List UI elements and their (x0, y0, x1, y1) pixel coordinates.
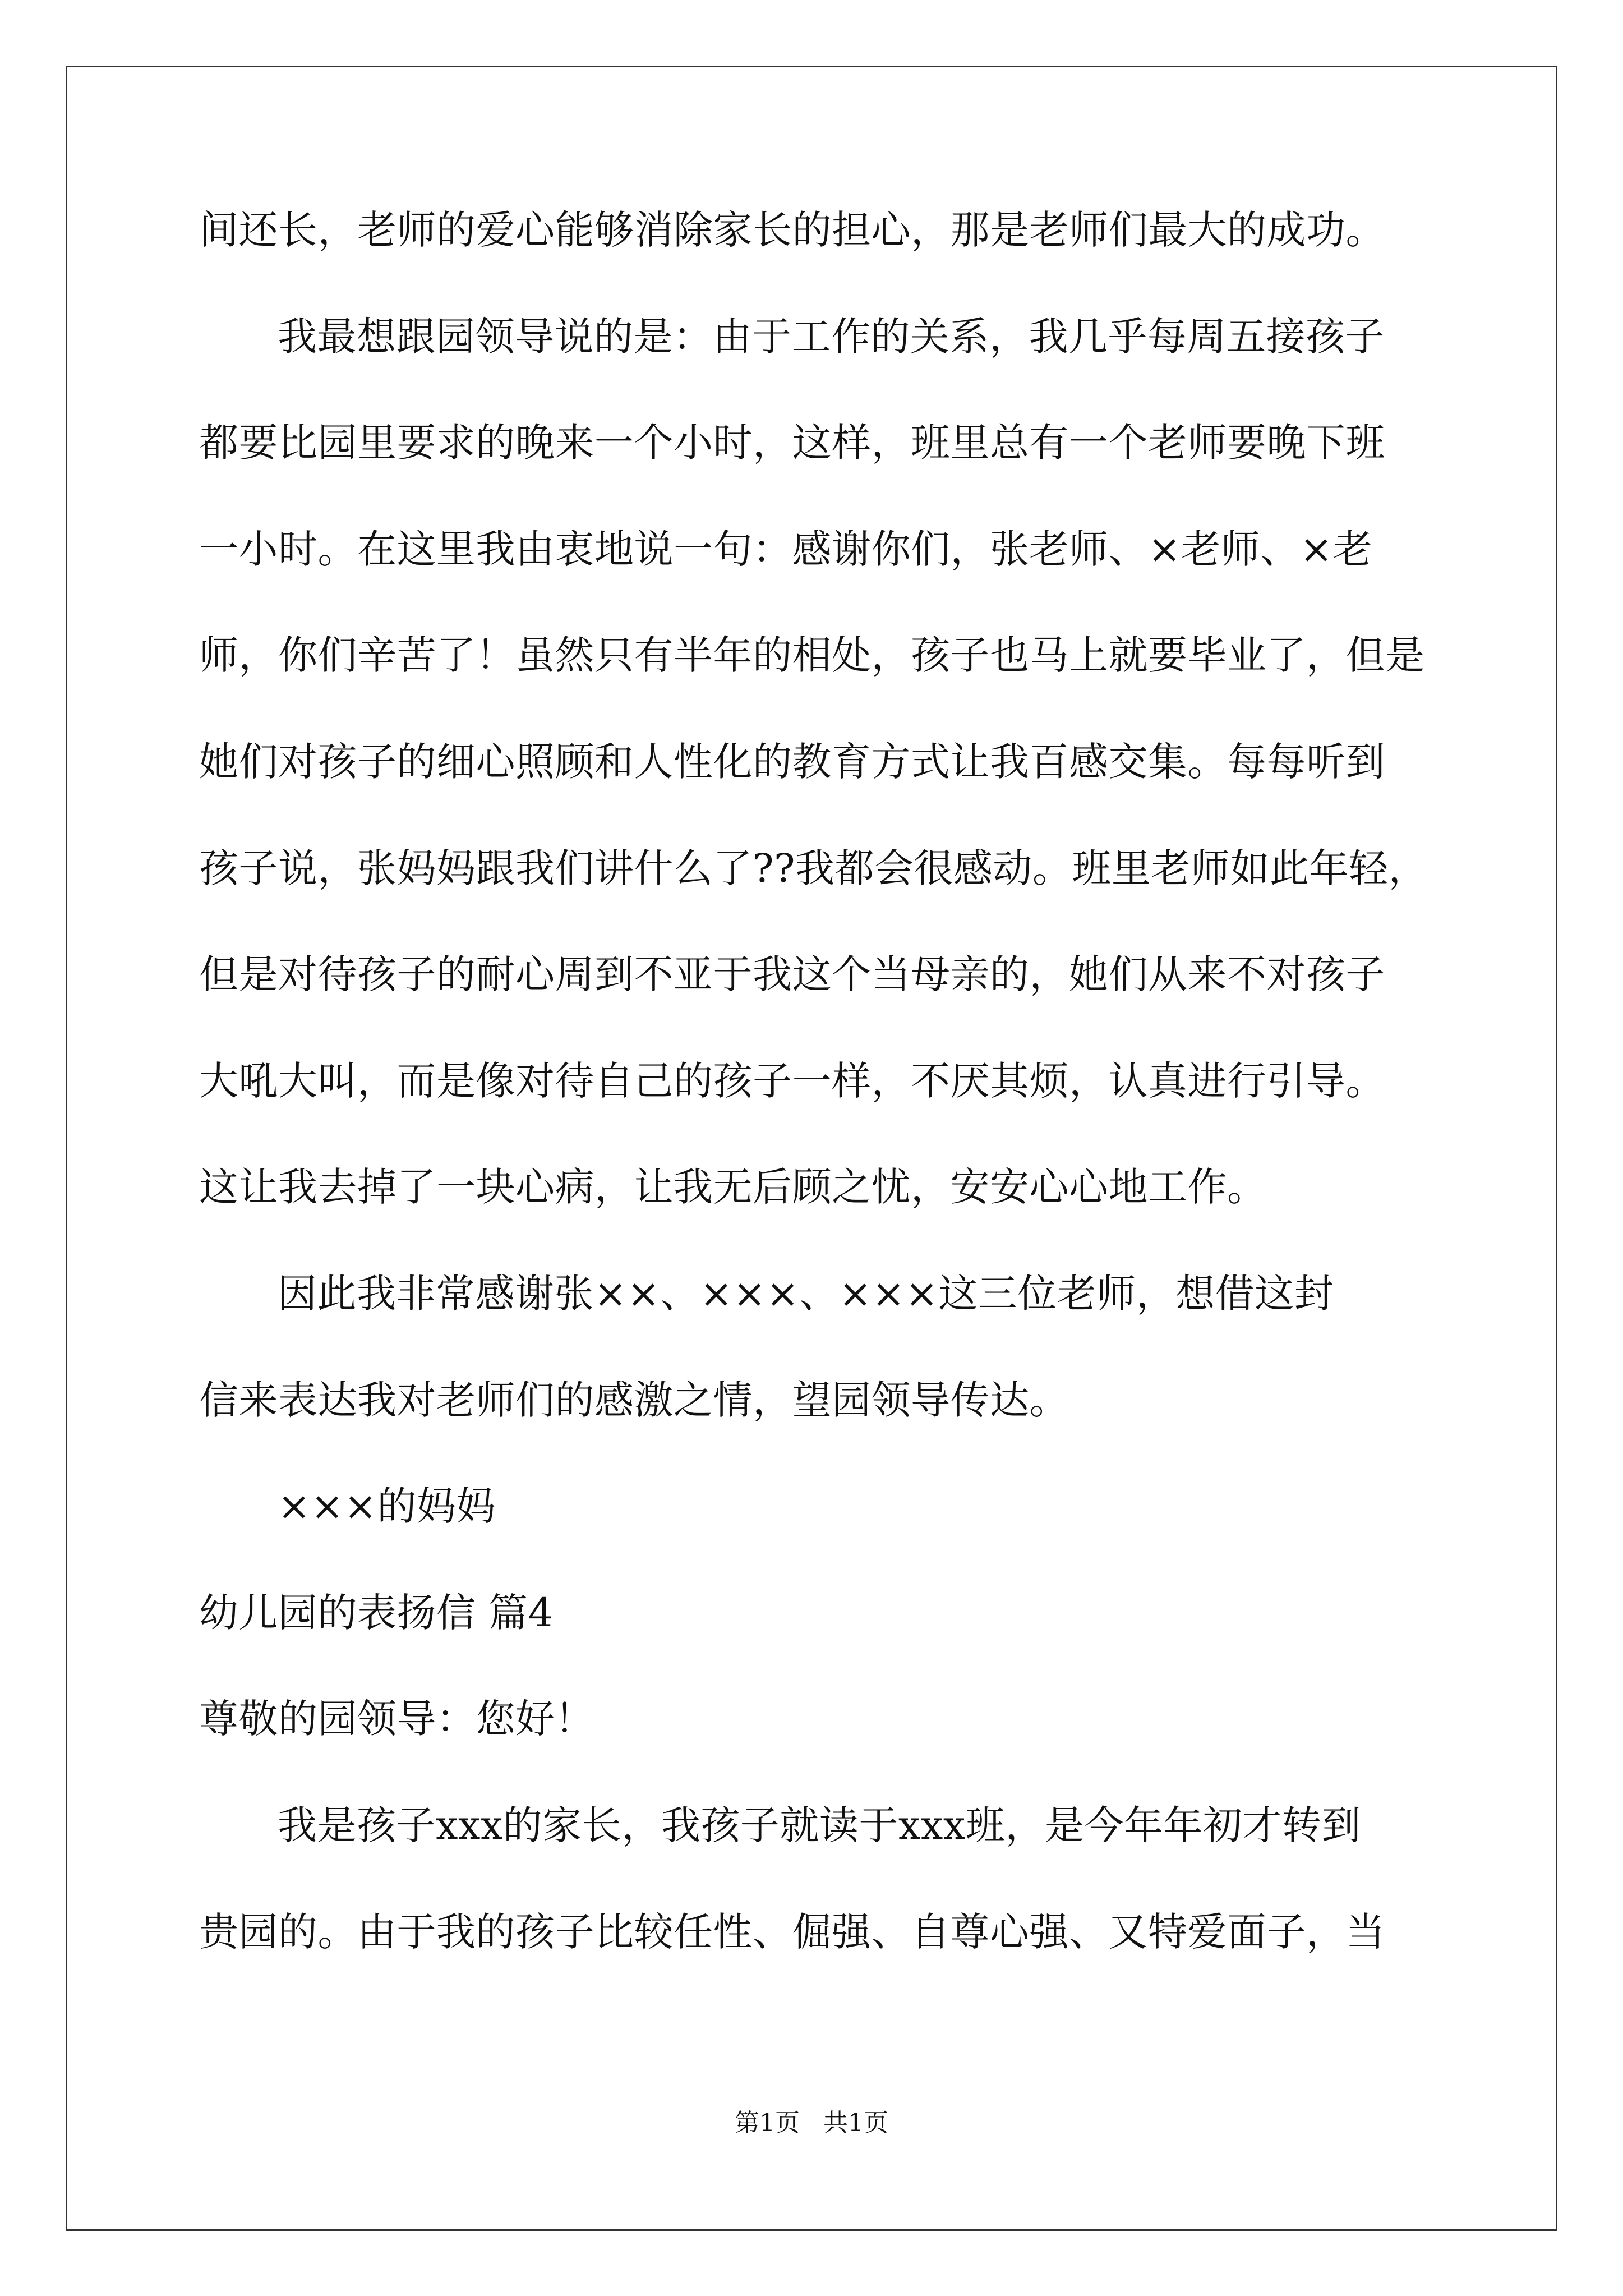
text-line: 师，你们辛苦了！虽然只有半年的相处，孩子也马上就要毕业了，但是 (199, 632, 1425, 679)
signature-line: ×××的妈妈 (278, 1483, 496, 1530)
text-line: 间还长，老师的爱心能够消除家长的担心，那是老师们最大的成功。 (199, 207, 1385, 253)
text-line: 我最想跟园领导说的是：由于工作的关系，我几乎每周五接孩子 (278, 313, 1385, 360)
text-line: 孩子说，张妈妈跟我们讲什么了??我都会很感动。班里老师如此年轻， (199, 845, 1428, 891)
section-heading: 幼儿园的表扬信 篇4 (199, 1589, 554, 1636)
text-line: 贵园的。由于我的孩子比较任性、倔强、自尊心强、又特爱面子，当 (199, 1908, 1385, 1955)
text-line: 信来表达我对老师们的感激之情，望园领导传达。 (199, 1377, 1069, 1423)
text-line: 一小时。在这里我由衷地说一句：感谢你们，张老师、×老师、×老 (199, 526, 1373, 572)
text-line: 我是孩子xxx的家长，我孩子就读于xxx班，是今年年初才转到 (278, 1802, 1361, 1848)
text-line: 她们对孩子的细心照顾和人性化的教育方式让我百感交集。每每听到 (199, 738, 1385, 785)
text-line: 都要比园里要求的晚来一个小时，这样，班里总有一个老师要晚下班 (199, 420, 1385, 466)
page-footer: 第1页 共1页 (735, 2109, 888, 2137)
document-body (199, 208, 1433, 2016)
salutation-line: 尊敬的园领导：您好！ (199, 1696, 594, 1742)
text-line: 但是对待孩子的耐心周到不亚于我这个当母亲的，她们从来不对孩子 (199, 951, 1385, 998)
text-line: 这让我去掉了一块心病，让我无后顾之忧，安安心心地工作。 (199, 1164, 1267, 1211)
text-line: 因此我非常感谢张××、×××、×××这三位老师，想借这封 (278, 1270, 1334, 1317)
text-line: 大吼大叫，而是像对待自己的孩子一样，不厌其烦，认真进行引导。 (199, 1057, 1385, 1104)
